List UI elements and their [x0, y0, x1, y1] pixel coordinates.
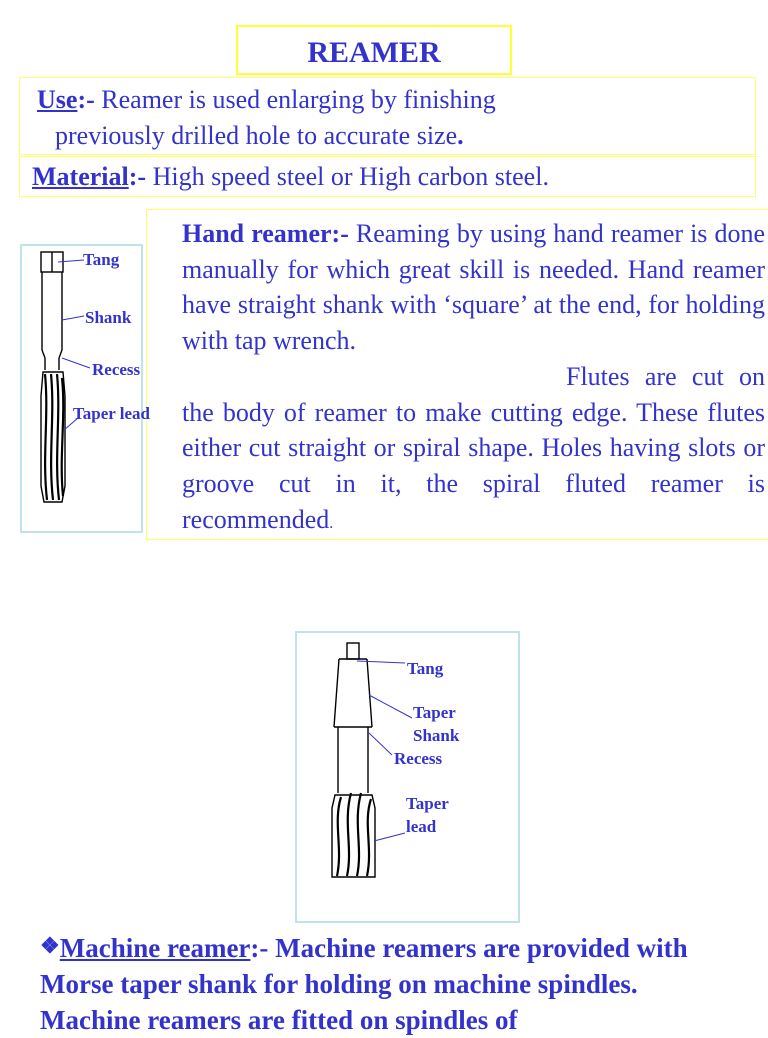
machine-reamer-section — [40, 928, 740, 1038]
hand-reamer-heading: Hand reamer:- — [182, 219, 349, 248]
fig2-label-taper-lead-1: Taper — [406, 794, 449, 813]
use-label: Use — [37, 85, 78, 114]
use-dot: . — [457, 121, 464, 150]
machine-reamer-label: Machine reamer — [59, 933, 251, 963]
machine-reamer-separator: :- — [250, 933, 269, 963]
material-text: High speed steel or High carbon steel. — [146, 162, 549, 191]
page-title — [236, 25, 512, 75]
hand-reamer-text-b: Flutes are cut on the body of reamer to make cutting edge. These flutes either cut straight or spiral shape. Holes having slots or groove cut in it, the spiral fluted reamer is recommended — [182, 361, 765, 534]
fig2-label-recess: Recess — [394, 749, 443, 768]
use-line-1 — [37, 82, 755, 118]
use-text-1: Reamer is used enlarging by finishing — [94, 85, 496, 114]
fig1-label-taper-lead: Taper lead — [73, 404, 150, 423]
use-line-2 — [37, 118, 755, 154]
hand-reamer-drawing — [22, 246, 145, 535]
diamond-bullet-icon: ❖ — [40, 933, 60, 958]
machine-reamer-figure — [295, 631, 520, 923]
fig2-label-tang: Tang — [407, 659, 444, 678]
hand-reamer-paragraph-1 — [182, 216, 765, 359]
material-section — [19, 156, 756, 197]
fig2-label-taper: Taper — [413, 703, 456, 722]
use-text-2: previously drilled hole to accurate size — [55, 121, 458, 150]
hand-reamer-paragraph-2 — [182, 359, 765, 542]
hand-reamer-section — [146, 209, 768, 540]
use-section — [19, 77, 756, 155]
material-label: Material — [32, 162, 129, 191]
hand-reamer-trail: . — [329, 514, 334, 532]
fig1-label-tang: Tang — [83, 250, 120, 269]
use-separator: :- — [77, 85, 95, 114]
fig1-label-shank: Shank — [85, 308, 132, 327]
material-separator: :- — [128, 162, 147, 191]
hand-reamer-figure — [20, 244, 150, 533]
hand-reamer-text-a: Reaming by using hand reamer is done manually for which great skill is needed. Hand reamer have straight shank with ‘square’ at the end, for holding with tap wrench. — [182, 219, 765, 356]
fig1-label-recess: Recess — [92, 360, 141, 379]
fig2-label-shank: Shank — [413, 726, 460, 745]
title-text: REAMER — [307, 36, 441, 69]
fig2-label-taper-lead-2: lead — [406, 817, 437, 836]
machine-reamer-text: Machine reamers are provided with Morse taper shank for holding on machine spindles. Machine reamers are fitted on spindles of — [40, 933, 688, 1035]
